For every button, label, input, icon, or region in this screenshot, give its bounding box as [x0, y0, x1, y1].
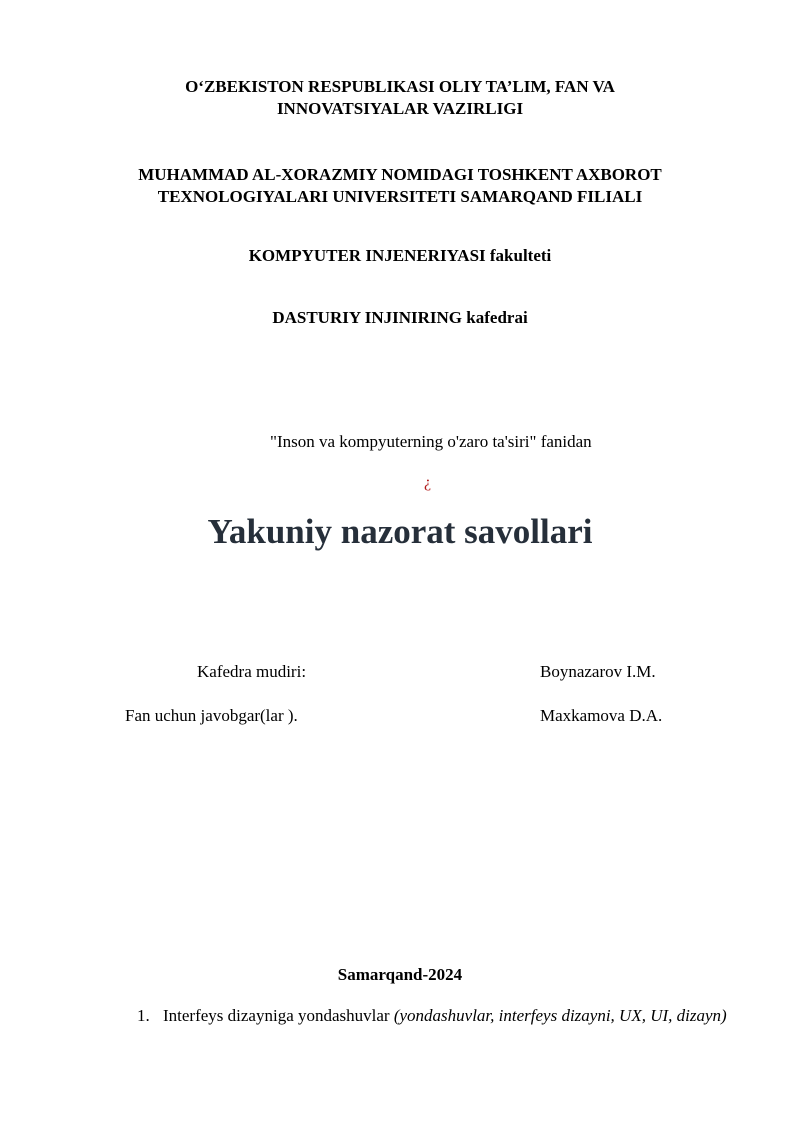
signature-label-course-responsible: Fan uchun javobgar(lar ).	[125, 706, 298, 725]
question-body	[163, 1004, 731, 1027]
inverted-question-marker: ¿	[424, 474, 432, 491]
faculty-heading: KOMPYUTER INJENERIYASI fakulteti	[248, 246, 552, 265]
city-year: Samarqand-2024	[337, 965, 463, 984]
ministry-heading: O‘ZBEKISTON RESPUBLIKASI OLIY TA’LIM, FAN VA INNOVATSIYALAR VAZIRLIGI	[185, 77, 615, 118]
question-text: Interfeys dizayniga yondashuvlar	[163, 1006, 394, 1025]
signature-name-course-responsible: Maxkamova D.A.	[540, 706, 663, 725]
subject-line: "Inson va kompyuterning o'zaro ta'siri" fanidan	[270, 432, 592, 451]
question-number: 1.	[137, 1006, 150, 1025]
document-title: Yakuniy nazorat savollari	[207, 512, 593, 551]
question-item	[137, 1004, 731, 1027]
signature-label-head-of-department: Kafedra mudiri:	[197, 662, 307, 681]
university-heading: MUHAMMAD AL-XORAZMIY NOMIDAGI TOSHKENT AXBOROT TEXNOLOGIYALARI UNIVERSITETI SAMARQAND FILIALI	[138, 165, 662, 206]
department-heading: DASTURIY INJINIRING kafedrai	[272, 308, 528, 327]
question-keywords: (yondashuvlar, interfeys dizayni, UX, UI, dizayn)	[393, 1006, 727, 1025]
signature-name-head-of-department: Boynazarov I.M.	[540, 662, 656, 681]
